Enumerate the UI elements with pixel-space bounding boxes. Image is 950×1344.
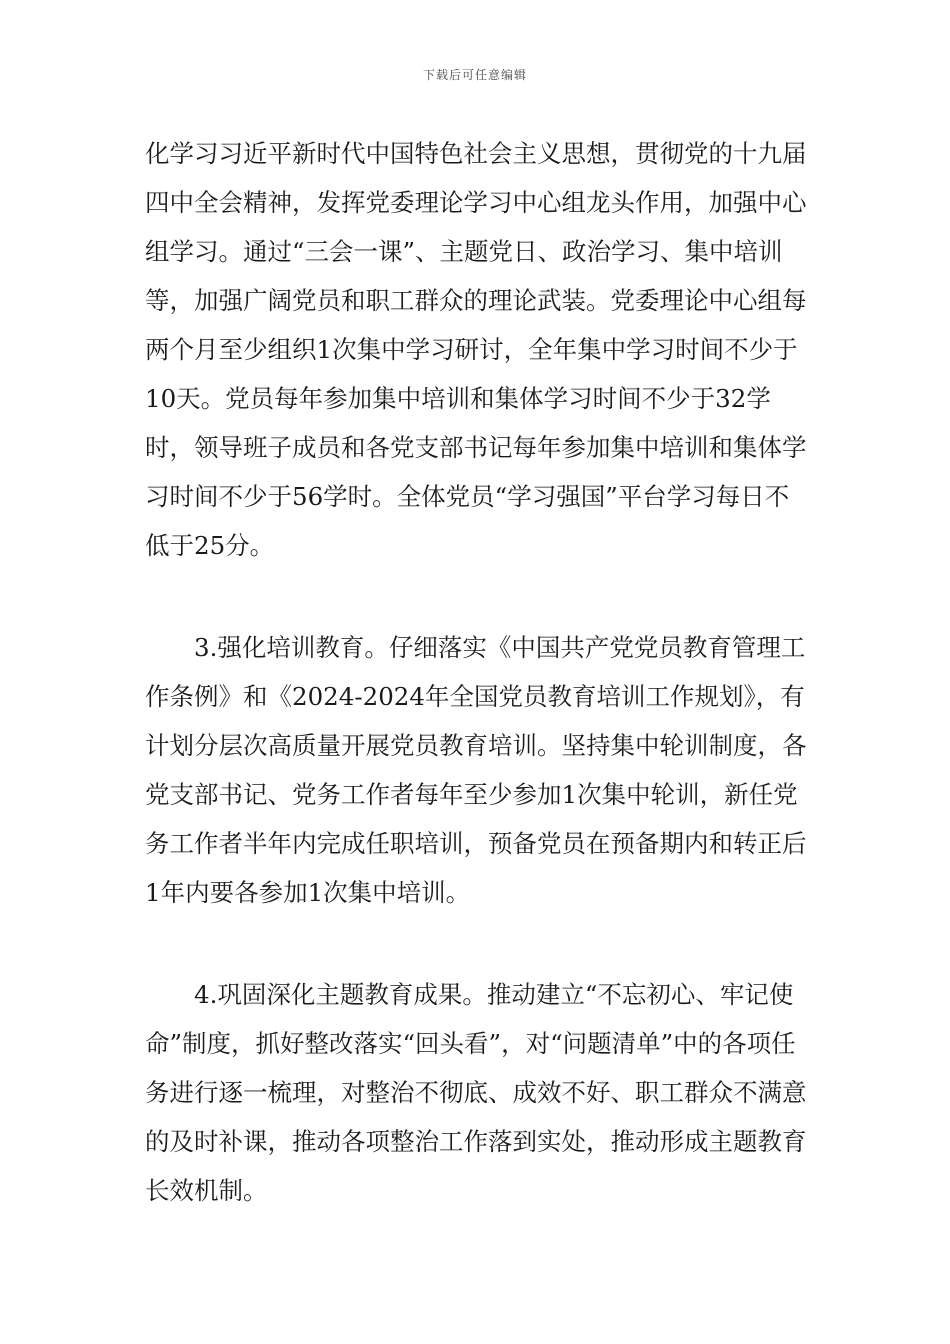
page-header: 下载后可任意编辑	[422, 68, 527, 82]
paragraph-text: 化学习习近平新时代中国特色社会主义思想，贯彻党的十九届四中全会精神，发挥党委理论学习中心组龙头作用，加强中心组学习。通过“三会一课”、主题党日、政治学习、集中培训等，加强广阔党员和职工群众的理论武装。党委理论中心组每两个月至少组织1次集中学习研讨，全年集中学习时间不少于10天。党员每年参加集中培训和集体学习时间不少于32学时，领导班子成员和各党支部书记每年参加集中培训和集体学习时间不少于56学时。全体党员“学习强国”平台学习每日不低于25分。	[145, 139, 807, 560]
paragraph-text: 3.强化培训教育。仔细落实《中国共产党党员教育管理工作条例》和《2024-2024年全国党员教育培训工作规划》，有计划分层次高质量开展党员教育培训。坚持集中轮训制度，各党支部书记、党务工作者每年至少参加1次集中轮训，新任党务工作者半年内完成任职培训，预备党员在预备期内和转正后1年内要各参加1次集中培训。	[145, 633, 807, 907]
document-paragraph-3	[145, 970, 813, 1215]
document-paragraph-1	[145, 129, 813, 570]
paragraph-text: 4.巩固深化主题教育成果。推动建立“不忘初心、牢记使命”制度，抓好整改落实“回头看”，对“问题清单”中的各项任务进行逐一梳理，对整治不彻底、成效不好、职工群众不满意的及时补课，推动各项整治工作落到实处，推动形成主题教育长效机制。	[145, 980, 807, 1205]
document-paragraph-2	[145, 623, 813, 917]
